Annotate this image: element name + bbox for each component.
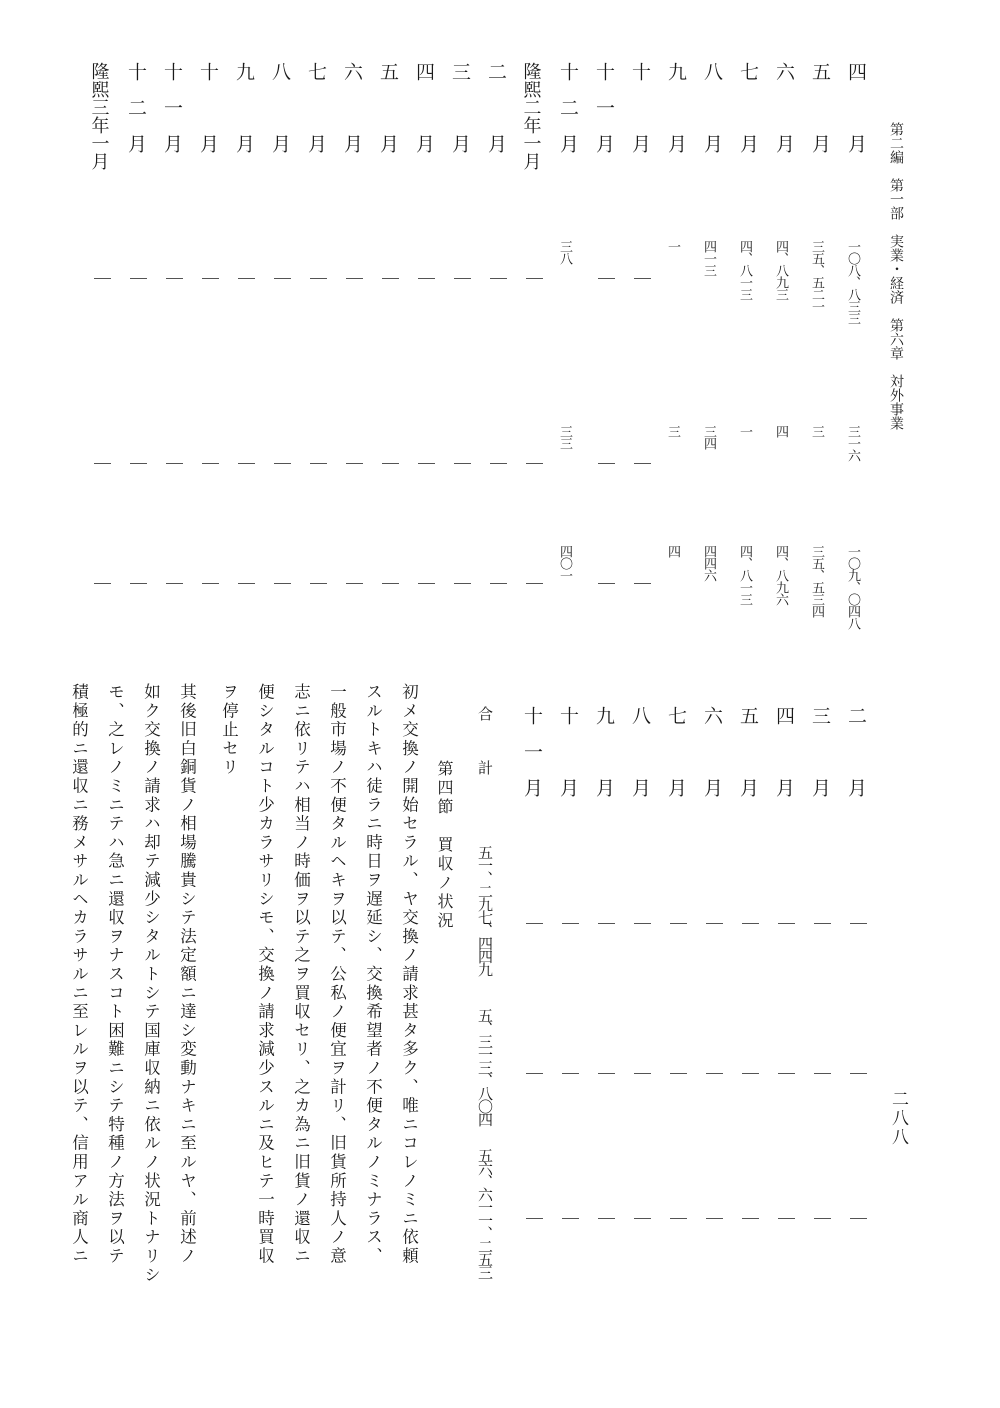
value-c: ｜ <box>522 575 542 592</box>
value-a: ｜ <box>558 915 578 932</box>
month-label: 十一月 <box>161 62 183 170</box>
month-label: 十二月 <box>125 62 147 170</box>
value-a: ｜ <box>594 915 614 932</box>
value-c: 四、八一三 <box>737 545 752 605</box>
month-label: 十 月 <box>197 62 219 170</box>
value-c: 一〇九、〇四八 <box>845 545 860 629</box>
total-value-b: 五、三一三、八〇四 <box>476 1008 494 1125</box>
value-c: ｜ <box>558 1210 578 1227</box>
value-a: ｜ <box>522 270 542 287</box>
value-b: ｜ <box>126 455 146 472</box>
total-label: 合 計 <box>476 706 494 787</box>
value-b: ｜ <box>306 455 326 472</box>
body-line: 初メ交換ノ開始セラル、ヤ交換ノ請求甚タ多ク、唯ニコレノミニ依頼 <box>399 683 419 1266</box>
value-c: 三五、五三四 <box>809 545 824 617</box>
value-a: ｜ <box>126 270 146 287</box>
body-line: 一般市場ノ不便タルヘキヲ以テ、公私ノ便宜ヲ計リ、旧貨所持人ノ意 <box>327 683 347 1266</box>
value-c: 四 <box>665 545 680 557</box>
value-c: ｜ <box>414 575 434 592</box>
month-label: 四 月 <box>845 62 867 170</box>
value-c: ｜ <box>126 575 146 592</box>
value-b: ｜ <box>450 455 470 472</box>
value-b: ｜ <box>774 1065 794 1082</box>
month-label: 四 月 <box>773 706 795 814</box>
month-label: 八 月 <box>629 706 651 814</box>
body-line: 志ニ依リテハ相当ノ時価ヲ以テ之ヲ買収セリ、之カ為ニ旧貨ノ還収ニ <box>291 683 311 1266</box>
value-b: 三三 <box>557 425 572 449</box>
month-label: 十 月 <box>629 62 651 170</box>
value-c: ｜ <box>810 1210 830 1227</box>
value-a: 三五、五二一 <box>809 240 824 312</box>
value-c: ｜ <box>486 575 506 592</box>
value-b: ｜ <box>810 1065 830 1082</box>
value-a: ｜ <box>594 270 614 287</box>
value-a: ｜ <box>630 270 650 287</box>
value-a: ｜ <box>270 270 290 287</box>
value-a: ｜ <box>450 270 470 287</box>
value-b: 三一六 <box>845 425 860 461</box>
value-a: ｜ <box>378 270 398 287</box>
value-b: ｜ <box>846 1065 866 1082</box>
month-label: 六 月 <box>341 62 363 170</box>
value-a: ｜ <box>738 915 758 932</box>
value-c: ｜ <box>846 1210 866 1227</box>
month-label: 九 月 <box>233 62 255 170</box>
month-label: 二 月 <box>845 706 867 814</box>
value-a: ｜ <box>522 915 542 932</box>
value-a: ｜ <box>306 270 326 287</box>
value-c: ｜ <box>90 575 110 592</box>
value-b: 四 <box>773 425 788 437</box>
month-label: 十 月 <box>557 706 579 814</box>
body-line: 如ク交換ノ請求ハ却テ減少シタルトシテ国庫収納ニ依ルノ状況トナリシ <box>141 683 161 1285</box>
value-b: ｜ <box>522 1065 542 1082</box>
month-label: 三 月 <box>809 706 831 814</box>
value-b: ｜ <box>738 1065 758 1082</box>
month-label: 六 月 <box>701 706 723 814</box>
body-line: モ、之レノミニテハ急ニ還収ヲナスコト困難ニシテ特種ノ方法ヲ以テ <box>105 683 125 1266</box>
body-line: スルトキハ徒ラニ時日ヲ遅延シ、交換希望者ノ不便タルノミナラス、 <box>363 683 383 1266</box>
value-a: ｜ <box>198 270 218 287</box>
value-b: ｜ <box>558 1065 578 1082</box>
value-c: ｜ <box>774 1210 794 1227</box>
value-a: 四一三 <box>701 240 716 276</box>
value-a: 三八 <box>557 240 572 264</box>
month-label: 七 月 <box>665 706 687 814</box>
value-b: 一 <box>737 425 752 437</box>
value-c: 四〇一 <box>557 545 572 581</box>
value-b: ｜ <box>162 455 182 472</box>
value-c: ｜ <box>666 1210 686 1227</box>
value-b: ｜ <box>630 1065 650 1082</box>
value-c: ｜ <box>630 1210 650 1227</box>
value-a: ｜ <box>90 270 110 287</box>
month-label: 二 月 <box>485 62 507 170</box>
month-label: 十一月 <box>521 706 543 814</box>
month-label: 四 月 <box>413 62 435 170</box>
value-a: ｜ <box>162 270 182 287</box>
month-label: 七 月 <box>305 62 327 170</box>
month-label: 九 月 <box>593 706 615 814</box>
body-line: 積極的ニ還収ニ務メサルヘカラサルニ至レルヲ以テ、信用アル商人ニ <box>69 683 89 1266</box>
value-a: ｜ <box>342 270 362 287</box>
value-a: ｜ <box>630 915 650 932</box>
value-a: ｜ <box>666 915 686 932</box>
value-c: ｜ <box>342 575 362 592</box>
month-label: 五 月 <box>809 62 831 170</box>
value-c: ｜ <box>522 1210 542 1227</box>
running-header: 第二編 第一部 実業・経済 第六章 対外事業 <box>888 122 904 430</box>
value-a: 一 <box>665 240 680 252</box>
total-value-a: 五一、二九七、四四九 <box>476 845 494 975</box>
month-label: 八 月 <box>269 62 291 170</box>
month-label: 七 月 <box>737 62 759 170</box>
value-c: ｜ <box>306 575 326 592</box>
value-a: ｜ <box>774 915 794 932</box>
value-b: ｜ <box>594 1065 614 1082</box>
body-line: 便シタルコト少カラサリシモ、交換ノ請求減少スルニ及ヒテ一時買収 <box>255 683 275 1266</box>
value-b: ｜ <box>522 455 542 472</box>
value-b: ｜ <box>270 455 290 472</box>
value-a: 四、八九三 <box>773 240 788 300</box>
value-b: ｜ <box>594 455 614 472</box>
month-label: 十二月 <box>557 62 579 170</box>
value-a: ｜ <box>234 270 254 287</box>
value-b: ｜ <box>486 455 506 472</box>
month-label: 九 月 <box>665 62 687 170</box>
month-label: 隆熙二年一月 <box>520 62 542 170</box>
value-b: 三四 <box>701 425 716 449</box>
total-value-c: 五六、六一一、二五三 <box>476 1148 494 1278</box>
value-b: ｜ <box>630 455 650 472</box>
value-b: ｜ <box>198 455 218 472</box>
value-b: 三 <box>809 425 824 437</box>
value-c: ｜ <box>738 1210 758 1227</box>
value-a: ｜ <box>810 915 830 932</box>
value-c: ｜ <box>162 575 182 592</box>
section-title: 第四節 買収ノ状況 <box>435 760 454 931</box>
value-b: ｜ <box>666 1065 686 1082</box>
value-c: ｜ <box>630 575 650 592</box>
month-label: 十一月 <box>593 62 615 170</box>
value-c: ｜ <box>270 575 290 592</box>
value-a: 一〇八、八三三 <box>845 240 860 324</box>
month-label: 五 月 <box>377 62 399 170</box>
month-label: 八 月 <box>701 62 723 170</box>
month-label: 隆熙三年一月 <box>88 62 110 170</box>
value-b: 三 <box>665 425 680 437</box>
value-a: ｜ <box>414 270 434 287</box>
value-b: ｜ <box>702 1065 722 1082</box>
value-b: ｜ <box>414 455 434 472</box>
month-label: 六 月 <box>773 62 795 170</box>
value-c: ｜ <box>234 575 254 592</box>
value-b: ｜ <box>234 455 254 472</box>
value-c: ｜ <box>702 1210 722 1227</box>
value-b: ｜ <box>342 455 362 472</box>
body-line: 其後旧白銅貨ノ相場騰貴シテ法定額ニ達シ変動ナキニ至ルヤ、前述ノ <box>177 683 197 1266</box>
value-c: 四四六 <box>701 545 716 581</box>
value-c: 四、八九六 <box>773 545 788 605</box>
value-b: ｜ <box>378 455 398 472</box>
value-c: ｜ <box>198 575 218 592</box>
month-label: 三 月 <box>449 62 471 170</box>
value-a: ｜ <box>486 270 506 287</box>
body-line: ヲ停止セリ <box>219 683 239 777</box>
value-c: ｜ <box>450 575 470 592</box>
value-a: 四、八一三 <box>737 240 752 300</box>
value-c: ｜ <box>594 575 614 592</box>
month-label: 五 月 <box>737 706 759 814</box>
page-number: 二八八 <box>888 1090 908 1147</box>
value-c: ｜ <box>594 1210 614 1227</box>
value-c: ｜ <box>378 575 398 592</box>
value-a: ｜ <box>846 915 866 932</box>
value-b: ｜ <box>90 455 110 472</box>
value-a: ｜ <box>702 915 722 932</box>
